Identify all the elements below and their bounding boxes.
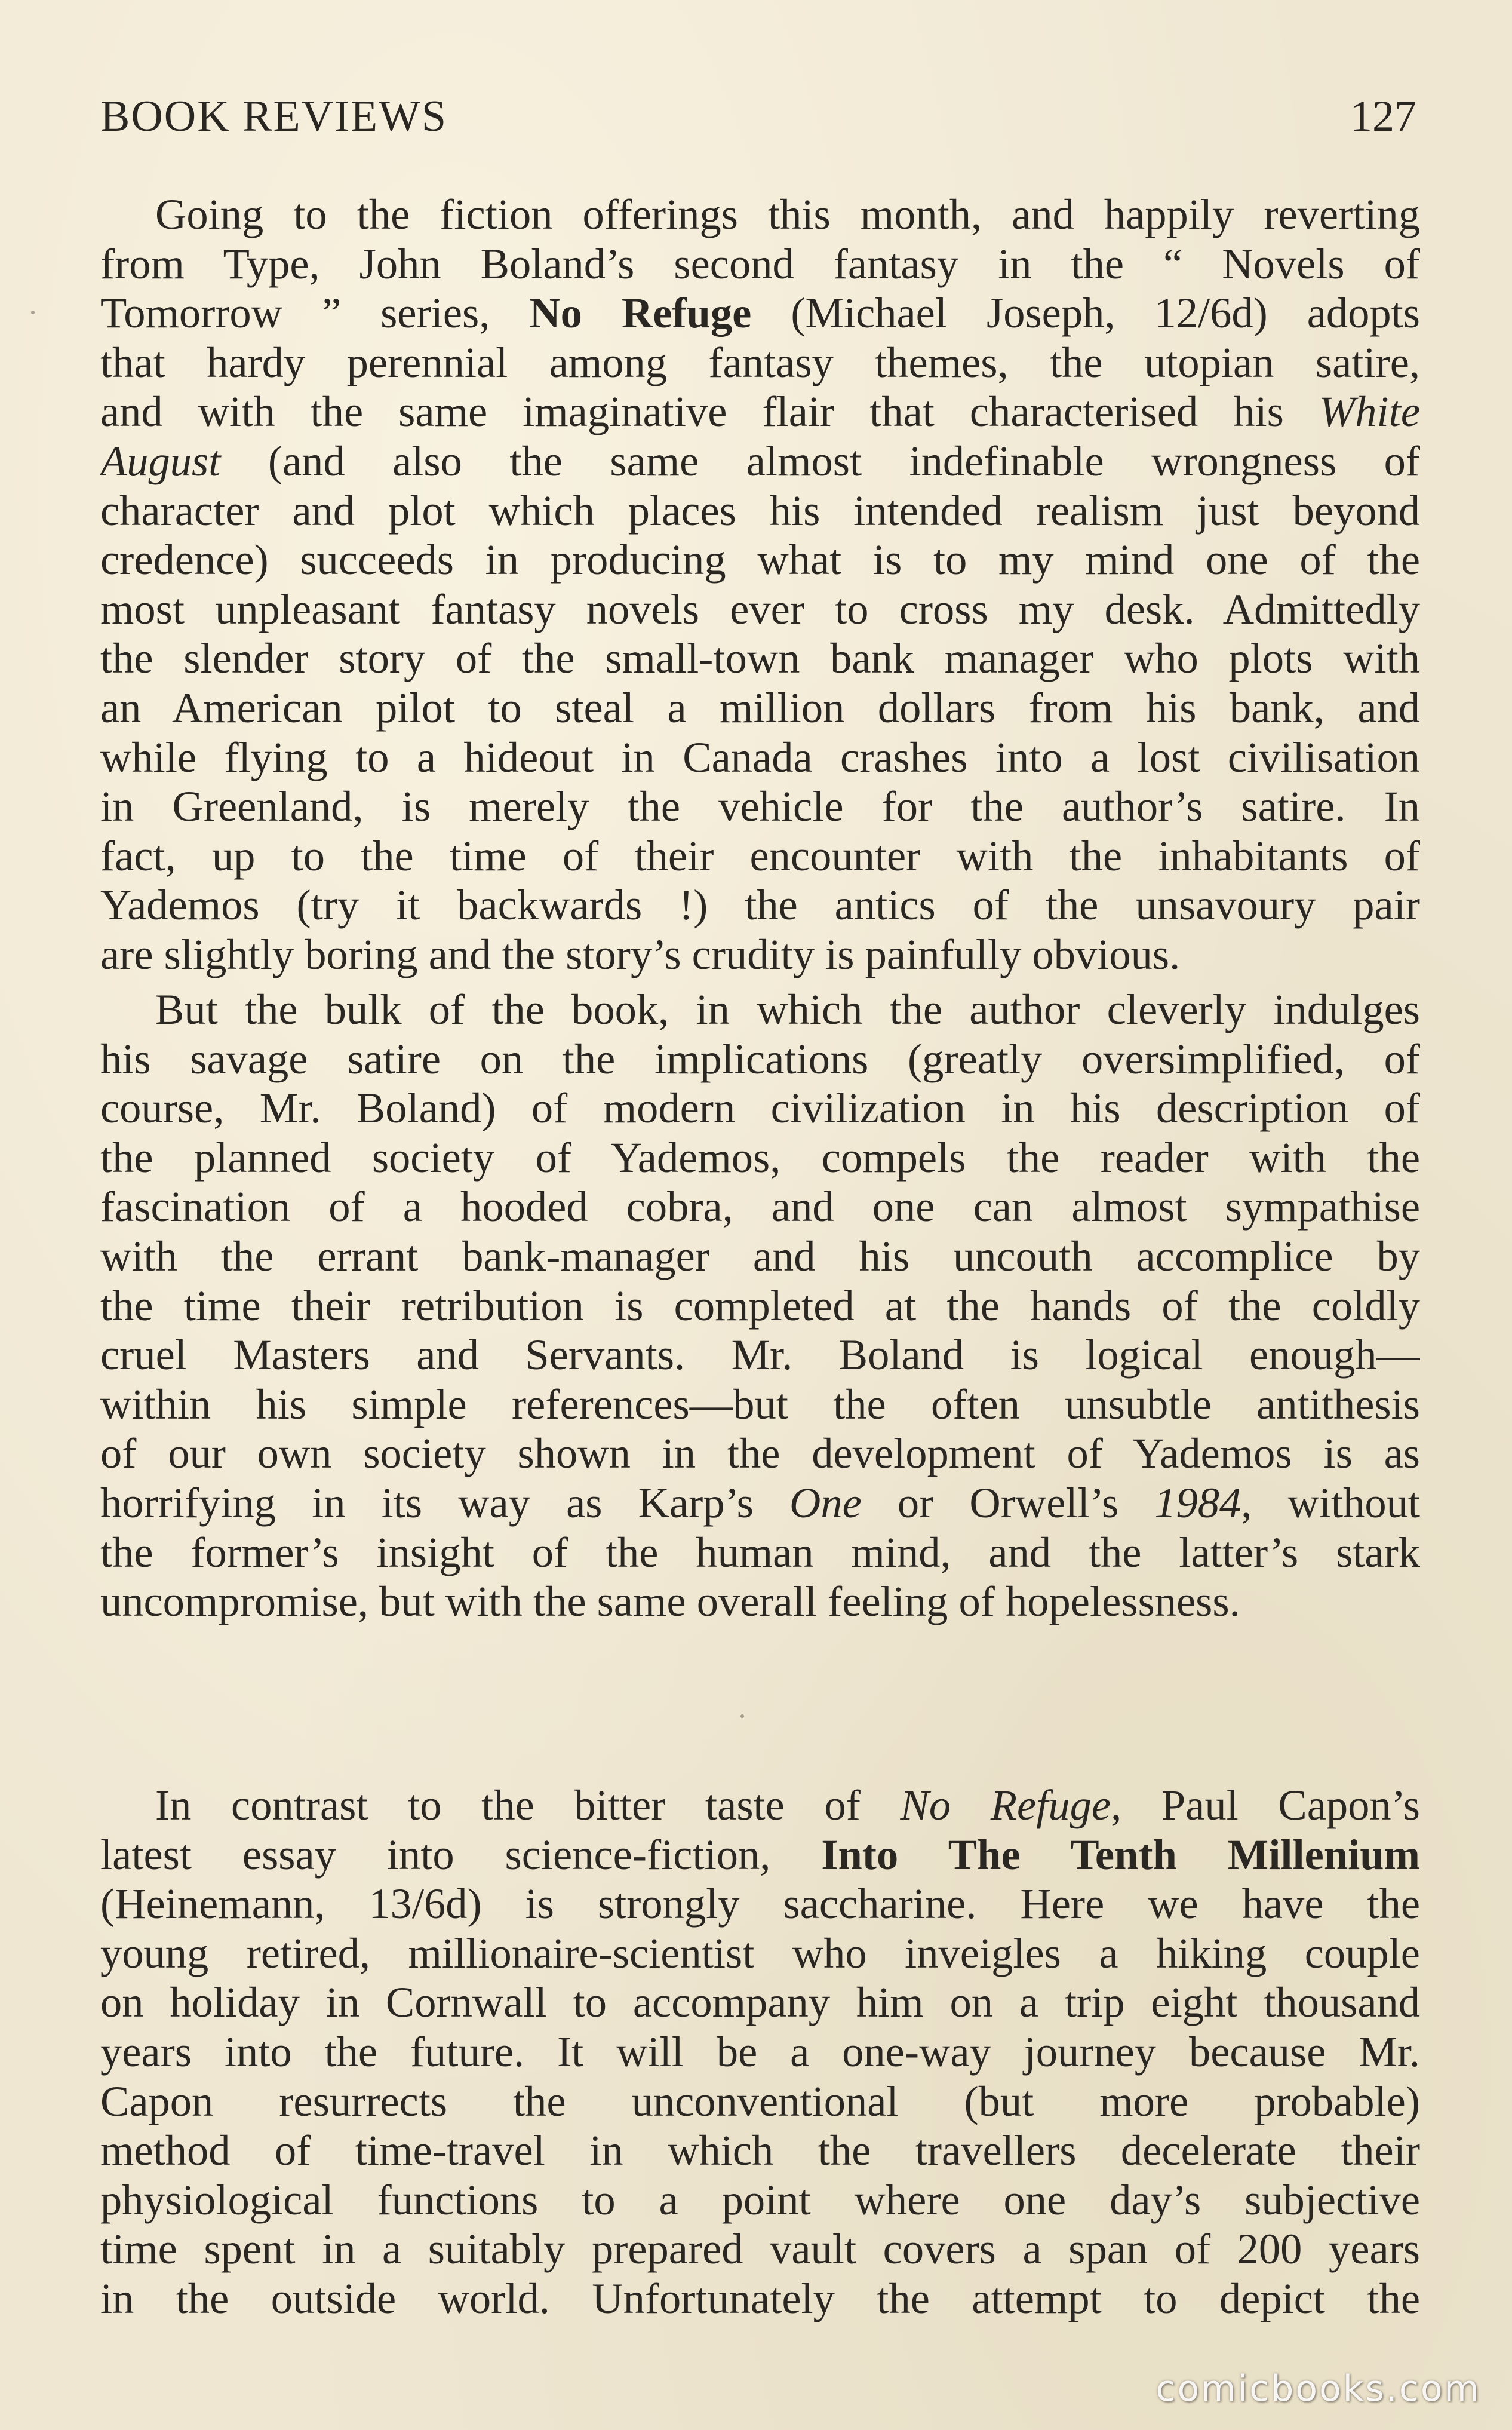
watermark: comicbooks.com [1155, 2368, 1481, 2410]
paper-speck [740, 1714, 744, 1718]
text-line: course, Mr. Boland) of modern civilization in his description of [100, 1084, 1420, 1133]
text-line: fact, up to the time of their encounter with the inhabitants of [100, 831, 1420, 880]
text-line: Capon resurrects the unconventional (but more probable) [100, 2076, 1420, 2125]
text-line: (Heinemann, 13/6d) is strongly saccharine. Here we have the [100, 1879, 1420, 1928]
text-line: with the errant bank-manager and his uncouth accomplice by [100, 1231, 1420, 1280]
text-line: fascination of a hooded cobra, and one can almost sympathise [100, 1182, 1420, 1231]
text-line: an American pilot to steal a million dollars from his bank, and [100, 683, 1420, 732]
text-line: in Greenland, is merely the vehicle for the author’s satire. In [100, 782, 1420, 831]
text-line: in the outside world. Unfortunately the attempt to depict the [100, 2273, 1420, 2322]
book-title-into-the-tenth-millenium: Into The Tenth Millenium [821, 1830, 1420, 1879]
text-line: within his simple references—but the often unsubtle antithesis [100, 1379, 1420, 1428]
text-line: method of time-travel in which the travellers decelerate their [100, 2126, 1420, 2175]
text-line: and with the same imaginative flair that characterised his White [100, 387, 1420, 436]
text-line: the time their retribution is completed at the hands of the coldly [100, 1281, 1420, 1330]
text-line: years into the future. It will be a one-way journey because Mr. [100, 2027, 1420, 2076]
text-line: from Type, John Boland’s second fantasy in the “ Novels of [100, 239, 1420, 288]
text-line: latest essay into science-fiction, Into The Tenth Millenium [100, 1830, 1420, 1879]
text-line: the former’s insight of the human mind, and the latter’s stark [100, 1527, 1420, 1576]
text-line: In contrast to the bitter taste of No Refuge, Paul Capon’s [155, 1781, 1420, 1829]
review-no-refuge-paragraph-1 [100, 190, 1420, 980]
review-no-refuge-paragraph-2 [100, 985, 1420, 1627]
text-line: cruel Masters and Servants. Mr. Boland is logical enough— [100, 1330, 1420, 1379]
review-tenth-millenium-paragraph [100, 1781, 1420, 2324]
text-line: Yademos (try it backwards !) the antics of the unsavoury pair [100, 880, 1420, 929]
text-line: Tomorrow ” series, No Refuge (Michael Joseph, 12/6d) adopts [100, 289, 1420, 338]
text-line: character and plot which places his intended realism just beyond [100, 486, 1420, 535]
text-line: on holiday in Cornwall to accompany him on a trip eight thousand [100, 1978, 1420, 2027]
text-line: Going to the fiction offerings this month, and happily reverting [155, 190, 1420, 238]
text-line: horrifying in its way as Karp’s One or Orwell’s 1984, without [100, 1478, 1420, 1527]
text-line: physiological functions to a point where one day’s subjective [100, 2175, 1420, 2224]
text-line: that hardy perennial among fantasy themes, the utopian satire, [100, 338, 1420, 386]
text-line: the slender story of the small-town bank manager who plots with [100, 634, 1420, 683]
text-line: uncompromise, but with the same overall feeling of hopelessness. [100, 1577, 1240, 1626]
text-line: of our own society shown in the development of Yademos is as [100, 1429, 1420, 1478]
paper-speck [31, 311, 35, 314]
text-line: the planned society of Yademos, compels the reader with the [100, 1133, 1420, 1182]
text-line: credence) succeeds in producing what is to my mind one of the [100, 535, 1420, 584]
text-line: while flying to a hideout in Canada crashes into a lost civilisation [100, 732, 1420, 781]
book-title-no-refuge: No Refuge [529, 289, 752, 338]
text-line: most unpleasant fantasy novels ever to cross my desk. Admittedly [100, 584, 1420, 633]
text-line: But the bulk of the book, in which the author cleverly indulges [155, 985, 1420, 1033]
running-head: BOOK REVIEWS [100, 92, 448, 141]
text-line: time spent in a suitably prepared vault covers a span of 200 years [100, 2225, 1420, 2273]
page-number: 127 [1350, 92, 1416, 141]
text-line: August (and also the same almost indefinable wrongness of [100, 436, 1420, 485]
text-line: his savage satire on the implications (greatly oversimplified, of [100, 1034, 1420, 1083]
text-line: are slightly boring and the story’s crudity is painfully obvious. [100, 929, 1181, 978]
page-header [100, 90, 1416, 143]
text-line: young retired, millionaire-scientist who inveigles a hiking couple [100, 1928, 1420, 1977]
